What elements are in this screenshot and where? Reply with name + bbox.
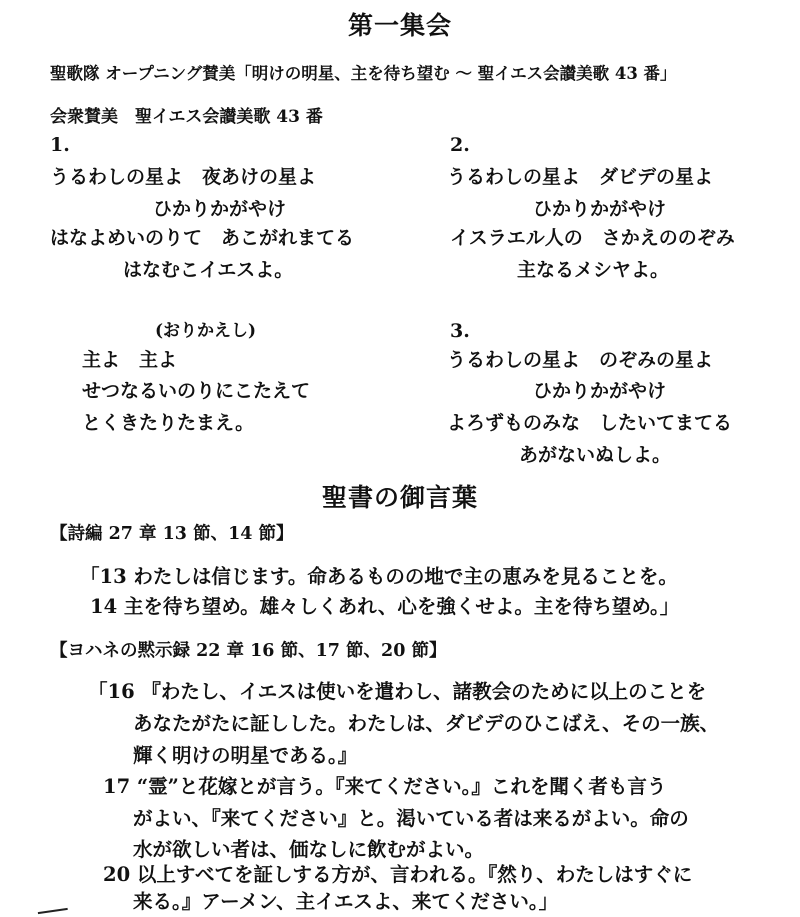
- revelation-line-2: あなたがたに証しした。わたしは、ダビデのひこばえ、その一族、: [133, 712, 720, 735]
- cut-off-text-fragment: [38, 908, 68, 917]
- revelation-line-6: 水が欲しい者は、価なしに飲むがよい。: [133, 838, 485, 861]
- verse-2-line-1: うるわしの星よ ダビデの星よ: [447, 166, 714, 188]
- verse-1-line-1: うるわしの星よ 夜あけの星よ: [50, 166, 317, 188]
- verse-1-number: 1.: [50, 134, 70, 156]
- verse-1-line-2: ひかりかがやけ: [153, 198, 287, 220]
- choir-opening-line: 聖歌隊 オープニング賛美「明けの明星、主を待ち望む ～ 聖イエス会讃美歌 43 番」: [50, 64, 677, 83]
- verse-2-line-3: イスラエル人の さかえののぞみ: [450, 227, 735, 249]
- revelation-line-4: 17 “霊”と花嫁とが言う。『来てください。』これを聞く者も言う: [103, 775, 667, 798]
- verse-3-line-2: ひかりかがやけ: [533, 380, 667, 402]
- congregation-hymn-line: 会衆賛美 聖イエス会讃美歌 43 番: [50, 107, 323, 127]
- psalm-reference: 【詩編 27 章 13 節、14 節】: [50, 524, 294, 544]
- verse-1-line-3: はなよめいのりて あこがれまてる: [50, 227, 355, 249]
- scripture-title: 聖書の御言葉: [321, 483, 479, 512]
- revelation-line-5: がよい、『来てください』と。渇いている者は来るがよい。命の: [133, 807, 689, 830]
- verse-3-line-1: うるわしの星よ のぞみの星よ: [447, 349, 714, 371]
- verse-2-line-4: 主なるメシヤよ。: [517, 259, 670, 281]
- verse-2-number: 2.: [450, 134, 470, 156]
- refrain-line-1: 主よ 主よ: [82, 349, 178, 371]
- verse-2-line-2: ひかりかがやけ: [533, 198, 667, 220]
- verse-3-line-3: よろずものみな したいてまてる: [447, 412, 733, 434]
- psalm-line-2: 14 主を待ち望め。雄々しくあれ、心を強くせよ。主を待ち望め。」: [90, 595, 680, 618]
- verse-3-number: 3.: [450, 320, 470, 342]
- section-title: 第一集会: [347, 11, 453, 40]
- refrain-line-2: せつなるいのりにこたえて: [82, 380, 311, 402]
- revelation-line-1: 「16 『わたし、イエスは使いを遣わし、諸教会のために以上のことを: [88, 680, 707, 703]
- verse-3-line-4: あがないぬしよ。: [519, 444, 672, 466]
- revelation-line-3: 輝く明けの明星である。』: [133, 744, 358, 767]
- revelation-reference: 【ヨハネの黙示録 22 章 16 節、17 節、20 節】: [50, 641, 447, 661]
- revelation-line-7: 20 以上すべてを証しする方が、言われる。『然り、わたしはすぐに: [103, 863, 693, 886]
- verse-1-line-4: はなむこイエスよ。: [123, 259, 294, 281]
- revelation-line-8: 来る。』アーメン、主イエスよ、来てください。」: [133, 890, 559, 913]
- psalm-line-1: 「13 わたしは信じます。命あるものの地で主の恵みを見ることを。: [80, 565, 678, 588]
- refrain-label: (おりかえし): [155, 321, 257, 341]
- refrain-line-3: とくきたりたまえ。: [82, 412, 255, 434]
